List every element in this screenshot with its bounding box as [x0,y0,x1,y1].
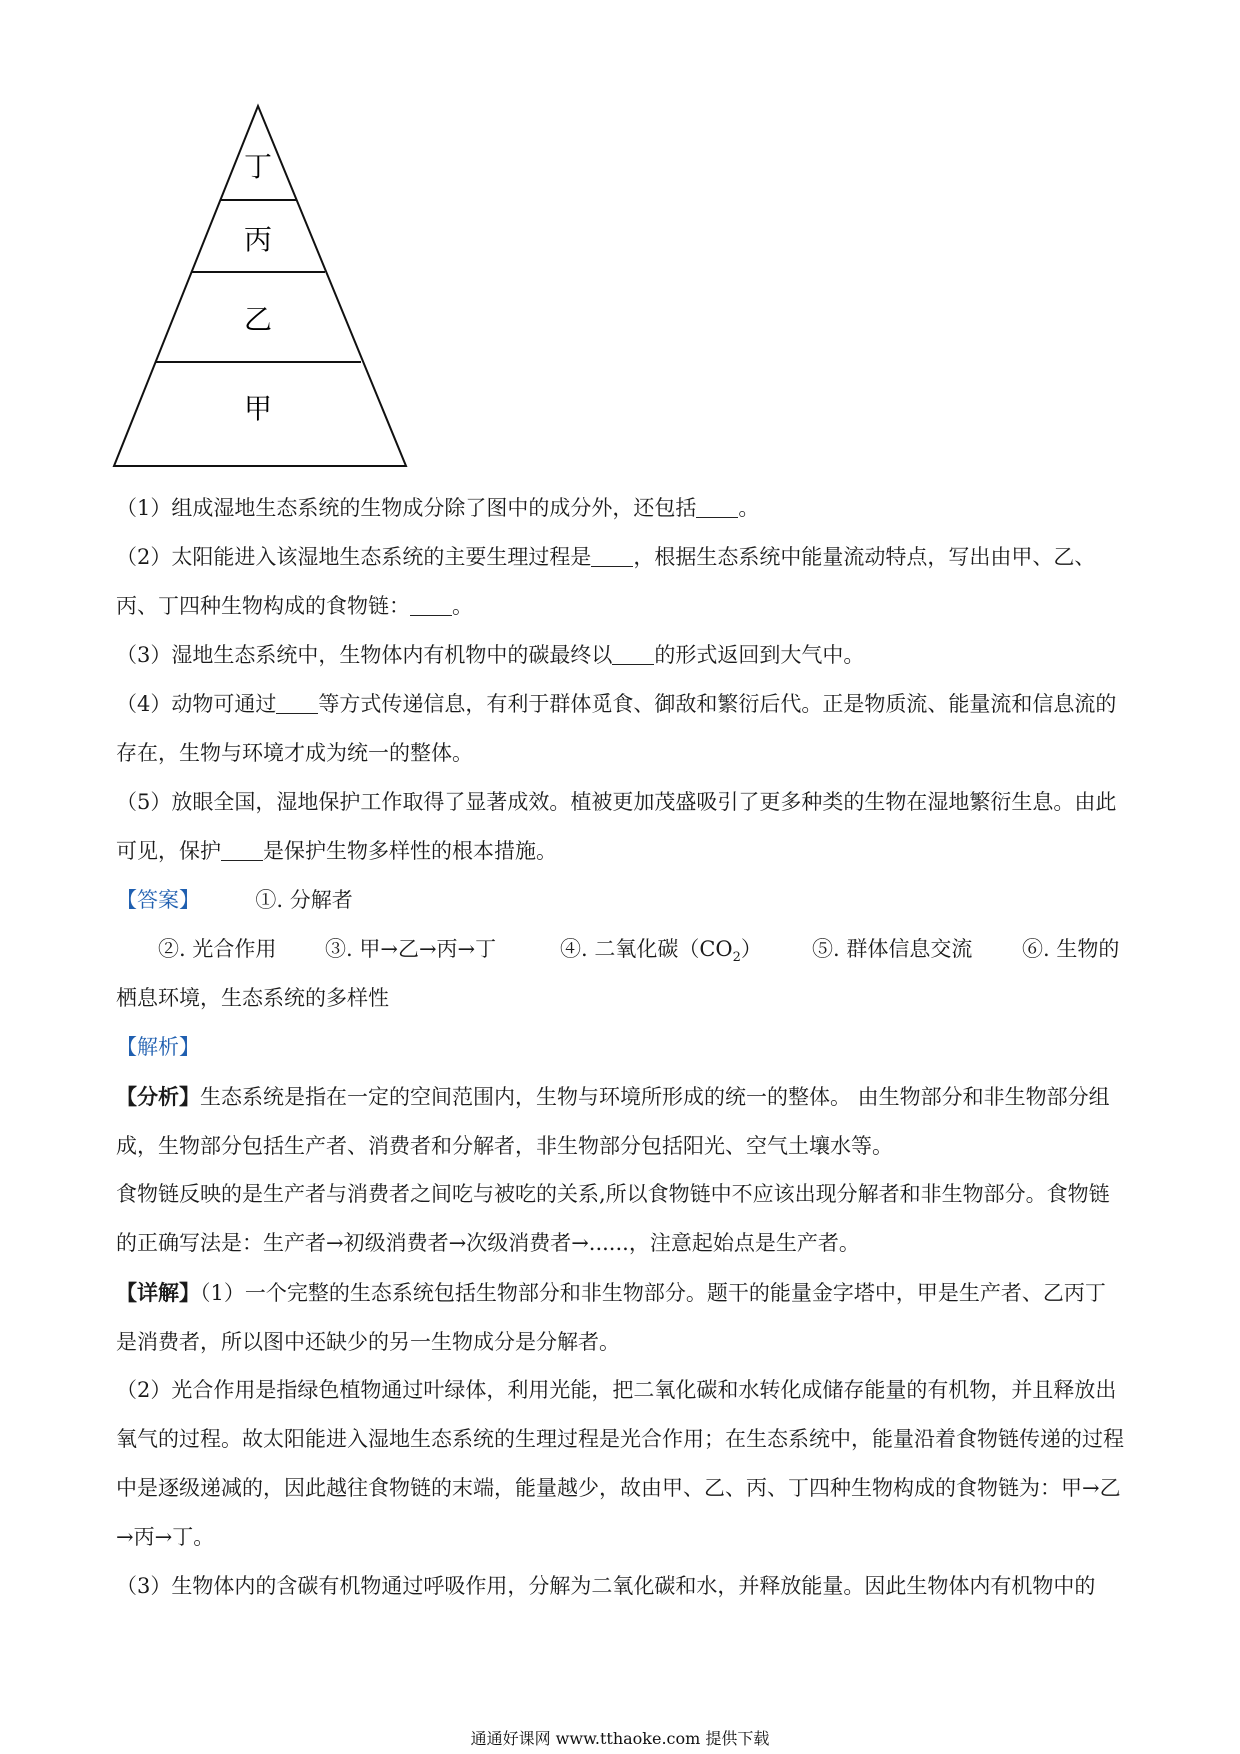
answer-blank [221,839,263,861]
detail-1: 【详解】（1）一个完整的生态系统包括生物部分和非生物部分。题干的能量金字塔中，甲是生产者、乙丙丁是消费者，所以图中还缺少的另一生物成分是分解者。 [116,1280,1106,1354]
pyramid-level-yi: 乙 [243,303,273,336]
answer-tag: 【答案】 [116,888,200,912]
answer-2: ②. 光合作用 [158,937,277,961]
energy-pyramid [110,100,410,480]
answer-4: ④. 二氧化碳$(CO_2)$ [560,937,762,966]
answer-blank [276,692,318,714]
question-5: （5）放眼全国，湿地保护工作取得了显著成效。植被更加茂盛吸引了更多种类的生物在湿地繁衍生息。由此可见，保护 是保护生物多样性的根本措施。 [116,790,1117,863]
answer-blank [696,496,738,518]
answer-6: ⑥. 生物的 [1022,937,1120,961]
answer-6-continued: 栖息环境，生态系统的多样性 [116,986,389,1010]
detail-2: （2）光合作用是指绿色植物通过叶绿体，利用光能，把二氧化碳和水转化成储存能量的有机物，并且释放出氧气的过程。故太阳能进入湿地生态系统的生理过程是光合作用；在生态系统中，能量沿着食物链传递的过程中是逐级递减的，因此越往食物链的末端，能量越少，故由甲、乙、丙、丁四种生物构成的食物链为：甲→乙→丙→丁。 [116,1378,1124,1549]
question-1: （1）组成湿地生态系统的生物成分除了图中的成分外，还包括 。 [116,496,760,520]
pyramid-level-bing: 丙 [243,223,273,256]
analysis-tag: 【解析】 [116,1035,200,1059]
question-3: （3）湿地生态系统中，生物体内有机物中的碳最终以 的形式返回到大气中。 [116,643,865,667]
analysis-fenxi: 【分析】生态系统是指在一定的空间范围内，生物与环境所形成的统一的整体。 由生物部分和非生物部分组成，生物部分包括生产者、消费者和分解者，非生物部分包括阳光、空气土壤水等。 [116,1084,1110,1158]
answer-1: ①. 分解者 [255,888,353,912]
pyramid-level-jia: 甲 [243,392,273,425]
answer-3: ③. 甲→乙→丙→丁 [325,937,497,961]
detail-3: （3）生物体内的含碳有机物通过呼吸作用，分解为二氧化碳和水，并释放能量。因此生物体内有机物中的 [116,1574,1096,1598]
answer-blank [591,545,633,567]
pyramid-level-ding: 丁 [243,150,273,183]
answer-line-1 [116,876,353,925]
answer-blank [612,643,654,665]
answer-blank [410,594,452,616]
question-4: （4）动物可通过 等方式传递信息，有利于群体觅食、御敌和繁衍后代。正是物质流、能量流和信息流的存在，生物与环境才成为统一的整体。 [116,692,1117,765]
question-2: （2）太阳能进入该湿地生态系统的主要生理过程是 ，根据生态系统中能量流动特点，写出由甲、乙、丙、丁四种生物构成的食物链： 。 [116,545,1096,618]
answer-5: ⑤. 群体信息交流 [812,937,973,961]
analysis-food-chain: 食物链反映的是生产者与消费者之间吃与被吃的关系,所以食物链中不应该出现分解者和非生物部分。食物链的正确写法是：生产者→初级消费者→次级消费者→......，注意起始点是生产者。 [116,1182,1110,1255]
page-footer: 通通好课网 www.tthaoke.com 提供下载 [470,1729,770,1748]
